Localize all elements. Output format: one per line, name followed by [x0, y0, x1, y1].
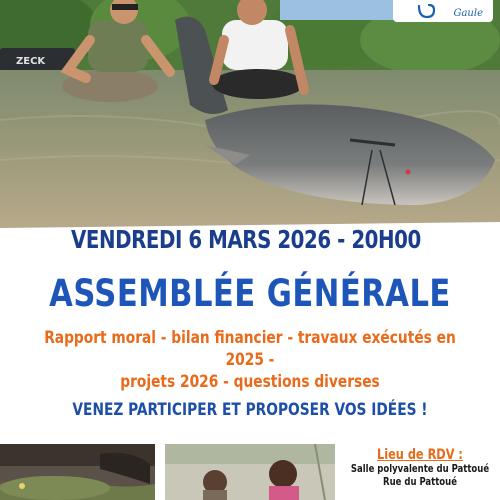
- fish-hook-icon: [415, 2, 437, 20]
- event-title: ASSEMBLÉE GÉNÉRALE: [49, 272, 451, 315]
- children-fishing-photo: [165, 444, 335, 500]
- fish-catch-photo: [0, 444, 155, 500]
- header-photo: [0, 0, 500, 228]
- venue-heading: Lieu de RDV :: [377, 447, 463, 463]
- boat-brand: ZECK: [16, 56, 46, 67]
- pike-photo: [0, 444, 155, 500]
- fishermen-with-catfish-photo: [0, 0, 500, 228]
- club-logo: [393, 0, 493, 22]
- logo-text: Gaule: [453, 7, 483, 19]
- agenda-line-2: projets 2026 - questions diverses: [120, 372, 380, 392]
- agenda-line-1: Rapport moral - bilan financier - travaux exécutés en 2025 -: [44, 328, 456, 370]
- event-date-time: VENDREDI 6 MARS 2026 - 20H00: [71, 225, 421, 254]
- kids-photo: [165, 444, 335, 500]
- event-agenda: [25, 327, 475, 393]
- venue-info: [340, 444, 500, 489]
- participation-callout: VENEZ PARTICIPER ET PROPOSER VOS IDÉES !: [72, 400, 428, 420]
- venue-line-1: Salle polyvalente du Pattoué: [350, 463, 490, 475]
- venue-line-2: Rue du Pattoué: [383, 476, 457, 488]
